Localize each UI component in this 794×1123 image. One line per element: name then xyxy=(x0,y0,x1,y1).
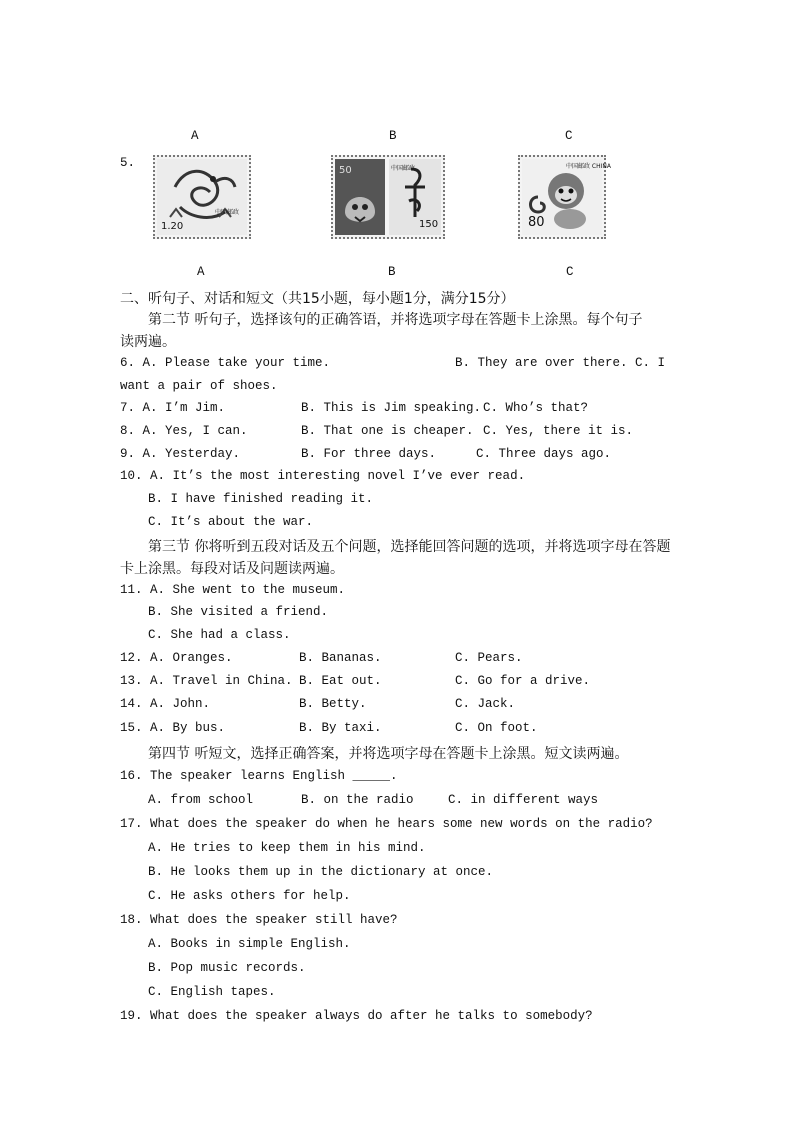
q9-option-c: C. Three days ago. xyxy=(476,447,612,461)
q15-option-b: B. By taxi. xyxy=(299,721,382,735)
q10-option-b: B. I have finished reading it. xyxy=(148,492,374,506)
q10-option-c: C. It’s about the war. xyxy=(148,515,314,529)
section3-instruction-line2: 卡上涂黑。每段对话及问题读两遍。 xyxy=(120,561,344,577)
q16-option-c: C. in different ways xyxy=(448,793,599,807)
q6-option-c-cont: want a pair of shoes. xyxy=(120,379,278,393)
part2-heading: 二、听句子、对话和短文（共15小题，每小题1分，满分15分） xyxy=(120,291,515,307)
q5-bottom-label-c: C xyxy=(566,265,574,279)
q11-option-c: C. She had a class. xyxy=(148,628,291,642)
q5-bottom-label-a: A xyxy=(197,265,205,279)
q17-stem: 17. What does the speaker do when he hears some new words on the radio? xyxy=(120,817,653,831)
tiger-stamp-value-right: 150 xyxy=(419,219,439,230)
q19-stem: 19. What does the speaker always do after he talks to somebody? xyxy=(120,1009,593,1023)
q12-option-b: B. Bananas. xyxy=(299,651,382,665)
q7-option-c: C. Who’s that? xyxy=(483,401,589,415)
dragon-stamp-issuer: 中国邮政 xyxy=(215,209,240,216)
tiger-stamp-value-left: 50 xyxy=(339,165,352,176)
q9-option-b: B. For three days. xyxy=(301,447,437,461)
q8-option-a: 8. A. Yes, I can. xyxy=(120,424,248,438)
q18-option-c: C. English tapes. xyxy=(148,985,276,999)
q7-option-a: 7. A. I’m Jim. xyxy=(120,401,226,415)
tiger-stamp-icon[interactable] xyxy=(331,155,445,239)
q10-option-a: 10. A. It’s the most interesting novel I’ve ever read. xyxy=(120,469,526,483)
q12-option-a: 12. A. Oranges. xyxy=(120,651,233,665)
q18-option-b: B. Pop music records. xyxy=(148,961,306,975)
q16-option-b: B. on the radio xyxy=(301,793,414,807)
q7-option-b: B. This is Jim speaking. xyxy=(301,401,482,415)
q5-top-label-c: C xyxy=(565,129,573,143)
q15-option-c: C. On foot. xyxy=(455,721,538,735)
q8-option-b: B. That one is cheaper. xyxy=(301,424,474,438)
q13-option-c: C. Go for a drive. xyxy=(455,674,591,688)
q17-option-b: B. He looks them up in the dictionary at once. xyxy=(148,865,494,879)
q6-option-a: 6. A. Please take your time. xyxy=(120,356,331,370)
q9-option-a: 9. A. Yesterday. xyxy=(120,447,241,461)
q5-bottom-label-b: B xyxy=(388,265,396,279)
q5-number: 5. xyxy=(120,156,136,170)
q17-option-c: C. He asks others for help. xyxy=(148,889,351,903)
q16-option-a: A. from school xyxy=(148,793,254,807)
q5-top-label-a: A xyxy=(191,129,199,143)
monkey-stamp-issuer: 中国邮政 CHINA xyxy=(566,163,611,170)
q13-option-a: 13. A. Travel in China. xyxy=(120,674,293,688)
q14-option-b: B. Betty. xyxy=(299,697,367,711)
q8-option-c: C. Yes, there it is. xyxy=(483,424,634,438)
q18-stem: 18. What does the speaker still have? xyxy=(120,913,398,927)
monkey-stamp-icon[interactable] xyxy=(518,155,611,239)
monkey-stamp-value: 80 xyxy=(528,215,545,230)
dragon-stamp-value: 1.20 xyxy=(161,221,184,232)
q15-option-a: 15. A. By bus. xyxy=(120,721,226,735)
q5-top-label-b: B xyxy=(389,129,397,143)
q18-option-a: A. Books in simple English. xyxy=(148,937,351,951)
q16-stem: 16. The speaker learns English _____. xyxy=(120,769,398,783)
section3-instruction-line1: 第三节 你将听到五段对话及五个问题，选择能回答问题的选项，并将选项字母在答题 xyxy=(148,539,671,555)
q13-option-b: B. Eat out. xyxy=(299,674,382,688)
section2-instruction-line2: 读两遍。 xyxy=(120,334,176,350)
section4-instruction: 第四节 听短文，选择正确答案，并将选项字母在答题卡上涂黑。短文读两遍。 xyxy=(148,746,629,762)
tiger-stamp-issuer: 中国邮政 xyxy=(391,165,416,172)
dragon-stamp-icon[interactable] xyxy=(153,155,251,239)
q14-option-c: C. Jack. xyxy=(455,697,516,711)
section2-instruction-line1: 第二节 听句子，选择该句的正确答语，并将选项字母在答题卡上涂黑。每个句子 xyxy=(148,312,643,328)
q11-option-a: 11. A. She went to the museum. xyxy=(120,583,346,597)
q12-option-c: C. Pears. xyxy=(455,651,523,665)
q6-option-b-c: B. They are over there. C. I xyxy=(455,356,666,370)
q17-option-a: A. He tries to keep them in his mind. xyxy=(148,841,426,855)
q11-option-b: B. She visited a friend. xyxy=(148,605,329,619)
q14-option-a: 14. A. John. xyxy=(120,697,211,711)
